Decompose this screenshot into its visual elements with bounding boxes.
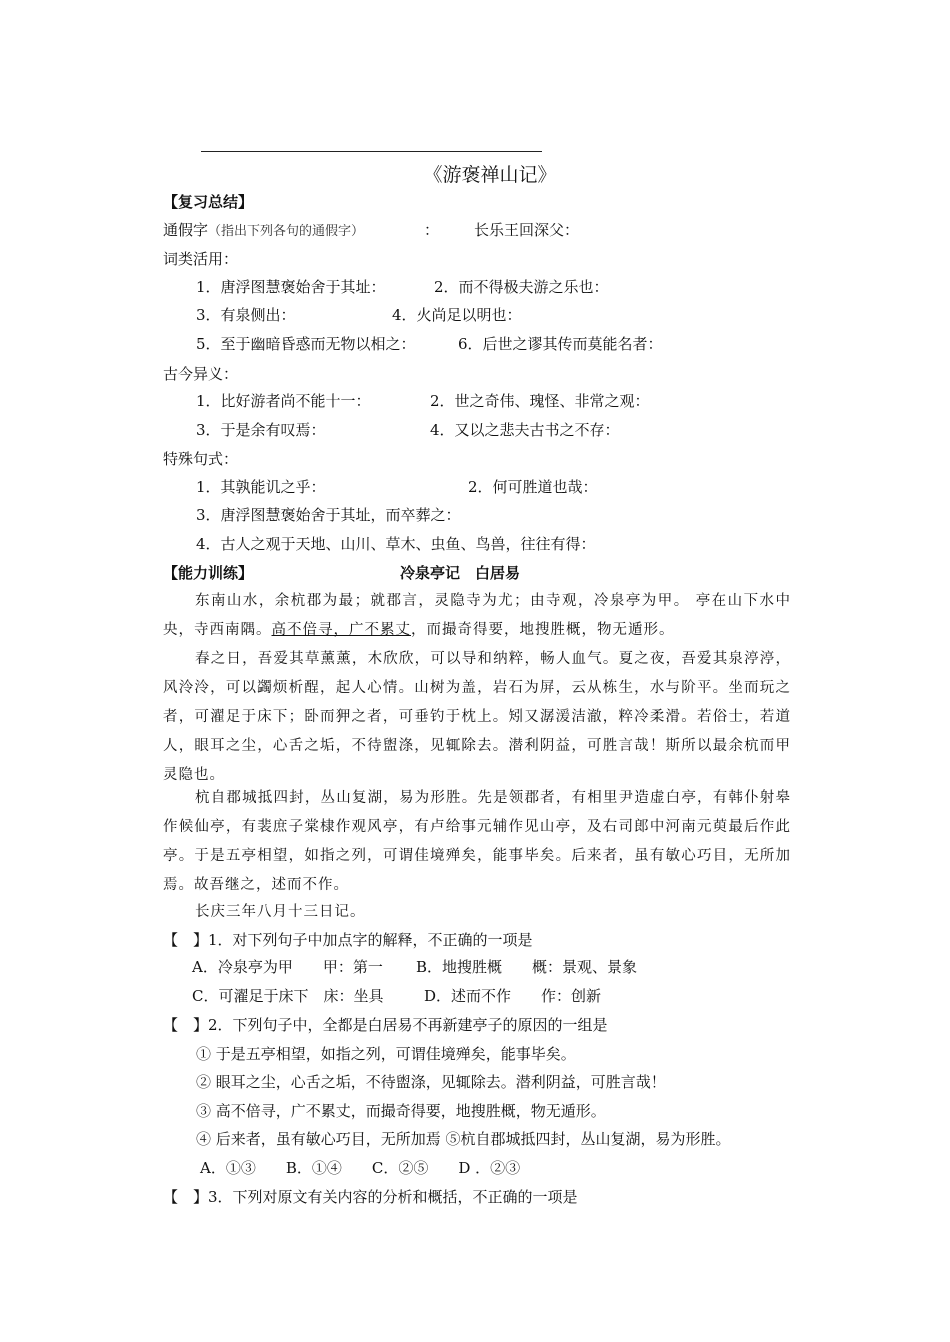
gujin-item-1: 1．比好游者尚不能十一： xyxy=(196,392,371,410)
p1-text-b: ，而撮奇得要，地搜胜概，物无遁形。 xyxy=(411,622,675,638)
tongjia-colon: ： xyxy=(424,221,440,239)
question-3: 【 】3．下列对原文有关内容的分析和概括，不正确的一项是 xyxy=(163,1188,578,1206)
q2-item-1: ① 于是五亭相望，如指之列，可谓佳境殚矣，能事毕矣。 xyxy=(196,1045,576,1063)
tongjia-sentence: 长乐王回深父： xyxy=(474,221,580,239)
question-2: 【 】2．下列句子中，全都是白居易不再新建亭子的原因的一组是 xyxy=(163,1016,608,1034)
teshu-item-1: 1．其孰能讥之乎： xyxy=(196,478,326,496)
cilei-item-1: 1．唐浮图慧褒始舍于其址： xyxy=(196,278,386,296)
tongjia-note: （指出下列各句的通假字） xyxy=(208,224,365,239)
q2-item-3: ③ 高不倍寻，广不累丈，而撮奇得要，地搜胜概，物无遁形。 xyxy=(196,1102,606,1120)
tongjia-label: 通假字 xyxy=(163,221,209,239)
top-rule xyxy=(201,151,542,152)
review-header: 【复习总结】 xyxy=(163,193,254,211)
gujin-item-2: 2．世之奇伟、瑰怪、非常之观： xyxy=(430,392,650,410)
q2-item-2: ② 眼耳之尘，心舌之垢，不待盥涤，见辄除去。潜利阴益，可胜言哉！ xyxy=(196,1073,666,1091)
cilei-item-4: 4．火尚足以明也： xyxy=(392,306,522,324)
tongjia-line xyxy=(163,218,364,244)
q2-item-4: ④ 后来者，虽有敏心巧目，无所加焉 ⑤杭自郡城抵四封，丛山复湖，易为形胜。 xyxy=(196,1130,731,1148)
cilei-item-6: 6．后世之谬其传而莫能名者： xyxy=(458,335,663,353)
training-header: 【能力训练】 xyxy=(163,564,254,582)
teshu-item-2: 2．何可胜道也哉： xyxy=(468,478,598,496)
teshu-label: 特殊句式： xyxy=(163,450,239,468)
gujin-item-4: 4．又以之悲夫古书之不存： xyxy=(430,421,620,439)
q1-option-c: C．可濯足于床下 床：坐具 xyxy=(192,987,384,1005)
teshu-item-4: 4．古人之观于天地、山川、草木、虫鱼、鸟兽，往往有得： xyxy=(196,535,596,553)
cilei-item-5: 5．至于幽暗昏惑而无物以相之： xyxy=(196,335,416,353)
cilei-label: 词类活用： xyxy=(163,250,239,268)
q2-options: A．①③ B．①④ C．②⑤ D ．②③ xyxy=(200,1159,521,1177)
passage-title: 冷泉亭记 白居易 xyxy=(400,564,521,582)
passage-paragraph-1 xyxy=(163,587,791,645)
gujin-item-3: 3．于是余有叹焉： xyxy=(196,421,326,439)
question-1: 【 】1．对下列句子中加点字的解释，不正确的一项是 xyxy=(163,931,533,949)
passage-paragraph-2: 春之日，吾爱其草薰薰，木欣欣，可以导和纳粹，畅人血气。夏之夜，吾爱其泉渟渟，风泠泠，可以蠲烦析酲，起人心情。山树为盖，岩石为屏，云从栋生，水与阶平。坐而玩之者，可濯足于床下；卧而狎之者，可垂钓于枕上。矧又潺湲洁澈，粹冷柔滑。若俗士，若道人，眼耳之尘，心舌之垢，不待盥涤，见辄除去。潜利阴益，可胜言哉！斯所以最余杭而甲灵隐也。 xyxy=(163,651,791,783)
q1-option-b: B．地搜胜概 概：景观、景象 xyxy=(416,958,638,976)
q1-option-d: D．述而不作 作：创新 xyxy=(424,987,602,1005)
cilei-item-2: 2．而不得极夫游之乐也： xyxy=(434,278,609,296)
passage-paragraph-4: 长庆三年八月十三日记。 xyxy=(195,904,366,920)
gujin-label: 古今异义： xyxy=(163,365,239,383)
doc-title: 《游褒禅山记》 xyxy=(423,164,557,186)
teshu-item-3: 3．唐浮图慧褒始舍于其址，而卒葬之： xyxy=(196,506,461,524)
q1-option-a: A．冷泉亭为甲 甲：第一 xyxy=(192,958,383,976)
p1-text-a: 东南山水，余杭郡为最；就郡言，灵隐寺为尤；由寺观，冷泉亭为甲。 亭在山下水中央，寺西南隅。 xyxy=(163,593,791,638)
passage-paragraph-3: 杭自郡城抵四封，丛山复湖，易为形胜。先是领郡者，有相里尹造虚白亭，有韩仆射皋作候仙亭，有裴庶子棠棣作观风亭，有卢给事元辅作见山亭，及右司郎中河南元萸最后作此亭。于是五亭相望，如指之列，可谓佳境殚矣，能事毕矣。后来者，虽有敏心巧目，无所加焉。故吾继之，述而不作。 xyxy=(163,790,791,893)
cilei-item-3: 3．有泉侧出： xyxy=(196,306,296,324)
p1-underlined: 高不倍寻，广不累丈 xyxy=(271,622,411,638)
